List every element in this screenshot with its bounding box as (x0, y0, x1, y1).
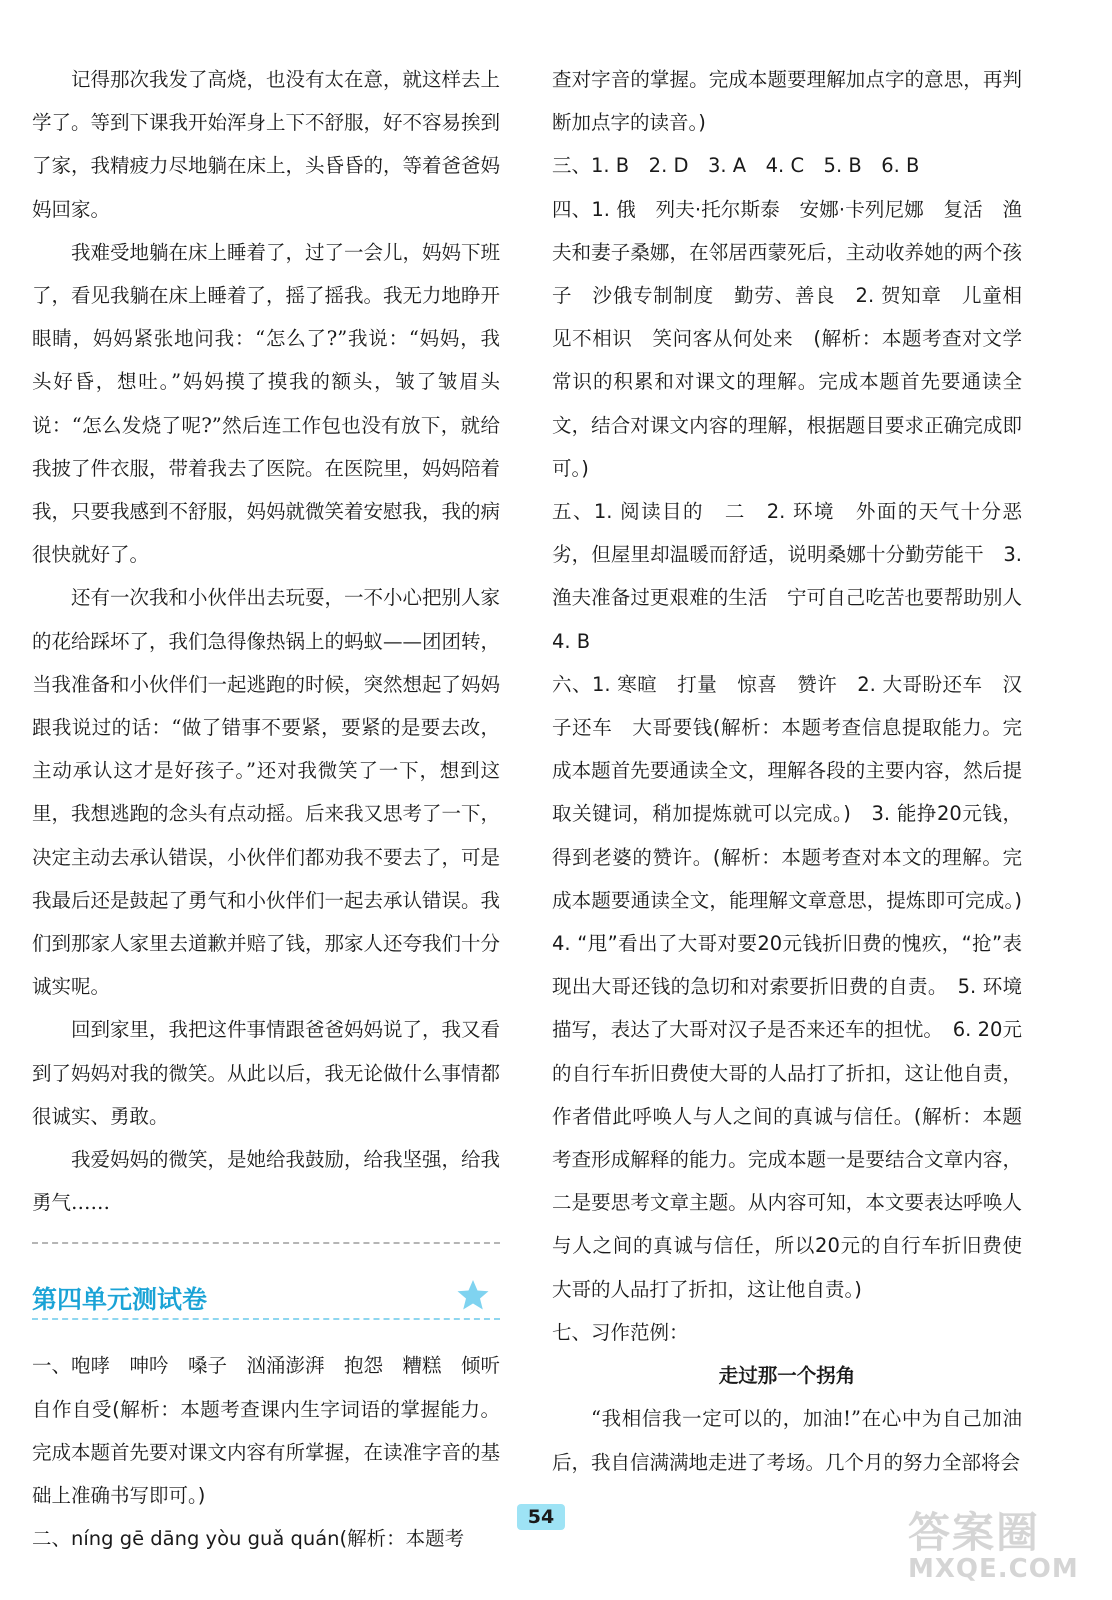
answer-continuation: 查对字音的掌握。完成本题要理解加点字的意思，再判断加点字的读音。) (552, 68, 1022, 135)
watermark-logo (908, 1500, 1088, 1590)
section-divider (32, 1242, 500, 1244)
watermark-line-2: MXQE.COM (908, 1554, 1079, 1584)
unit-title-block (32, 1272, 500, 1332)
essay-paragraph-4: 回到家里，我把这件事情跟爸爸妈妈说了，我又看到了妈妈对我的微笑。从此以后，我无论做什么事情都很诚实、勇敢。 (32, 1018, 501, 1128)
left-column (32, 58, 520, 1561)
answer-section-1: 一、咆哮 呻吟 嗓子 汹涌澎湃 抱怨 糟糕 倾听 自作自受(解析：本题考查课内生字词语的掌握能力。完成本题首先要对课文内容有所掌握，在读准字音的基础上准确书写即可。) (32, 1354, 520, 1508)
answer-section-5: 五、1. 阅读目的 二 2. 环境 外面的天气十分恶劣，但屋里却温暖而舒适，说明桑娜十分勤劳能干 3. 渔夫准备过更艰难的生活 宁可自己吃苦也要帮助别人 4. B (552, 500, 1042, 653)
answer-section-2: 二、níng gē dāng yòu guǎ quán(解析：本题考 (32, 1527, 465, 1551)
page-number: 54 (517, 1504, 565, 1530)
answer-section-6: 六、1. 寒暄 打量 惊喜 赞许 2. 大哥盼还车 汉子还车 大哥要钱(解析：本题考查信息提取能力。完成本题首先要通读全文，理解各段的主要内容，然后提取关键词，稍加提炼就可以完成。) 3. 能挣20元钱，得到老婆的赞许。(解析：本题考查对本文的理解。完成本题要通读全文，能理解文章意思，提炼即可完成。) 4. “甩”看出了大哥对要20元钱折旧费的愧疚，“抢”表现出大哥还钱的急切和对索要折旧费的自责。 5. 环境描写，表达了大哥对汉子是否来还车的担忧。 6. 20元的自行车折旧费使大哥的人品打了折扣，这让他自责，作者借此呼唤人与人之间的真诚与信任。(解析：本题考查形成解释的能力。完成本题一是要结合文章内容，二是要思考文章主题。从内容可知，本文要表达呼唤人与人之间的真诚与信任，所以20元的自行车折旧费使大哥的人品打了折扣，这让他自责。) (552, 672, 1042, 1301)
sample-essay-title: 走过那一个拐角 (718, 1364, 856, 1388)
unit-title-underline (32, 1318, 500, 1320)
essay-paragraph-2: 我难受地躺在床上睡着了，过了一会儿，妈妈下班了，看见我躺在床上睡着了，摇了摇我。我无力地睁开眼睛，妈妈紧张地问我：“怎么了?”我说：“妈妈，我头好昏，想吐。”妈妈摸了摸我的额头，皱了皱眉头说：“怎么发烧了呢?”然后连工作包也没有放下，就给我披了件衣服，带着我去了医院。在医院里，妈妈陪着我，只要我感到不舒服，妈妈就微笑着安慰我，我的病很快就好了。 (32, 240, 501, 567)
answer-section-3: 三、1. B 2. D 3. A 4. C 5. B 6. B (552, 154, 920, 178)
right-column (552, 58, 1042, 1484)
essay-paragraph-5: 我爱妈妈的微笑，是她给我鼓励，给我坚强，给我勇气…… (32, 1148, 501, 1215)
answer-section-4: 四、1. 俄 列夫·托尔斯泰 安娜·卡列尼娜 复活 渔夫和妻子桑娜，在邻居西蒙死后，主动收养她的两个孩子 沙俄专制制度 勤劳、善良 2. 贺知章 儿童相见不相识 笑问客从何处来 (解析：本题考查对文学常识的积累和对课文的理解。完成本题首先要通读全文，结合对课文内容的理解，根据题目要求正确完成即可。) (552, 197, 1022, 480)
watermark-line-1: 答案圈 (908, 1508, 1041, 1557)
unit-title: 第四单元测试卷 (32, 1285, 208, 1315)
answer-section-7: 七、习作范例： (552, 1320, 689, 1344)
star-icon (456, 1278, 490, 1312)
essay-paragraph-1: 记得那次我发了高烧，也没有太在意，就这样去上学了。等到下课我开始浑身上下不舒服，好不容易挨到了家，我精疲力尽地躺在床上，头昏昏的，等着爸爸妈妈回家。 (32, 68, 501, 221)
sample-essay-paragraph: “我相信我一定可以的，加油!”在心中为自己加油后，我自信满满地走进了考场。几个月的努力全部将会 (552, 1407, 1022, 1474)
essay-paragraph-3: 还有一次我和小伙伴出去玩耍，一不小心把别人家的花给踩坏了，我们急得像热锅上的蚂蚁——团团转，当我准备和小伙伴们一起逃跑的时候，突然想起了妈妈跟我说过的话：“做了错事不要紧，要紧的是要去改，主动承认这才是好孩子。”还对我微笑了一下，想到这里，我想逃跑的念头有点动摇。后来我又思考了一下，决定主动去承认错误，小伙伴们都劝我不要去了，可是我最后还是鼓起了勇气和小伙伴们一起去承认错误。我们到那家人家里去道歉并赔了钱，那家人还夸我们十分诚实呢。 (32, 586, 501, 999)
